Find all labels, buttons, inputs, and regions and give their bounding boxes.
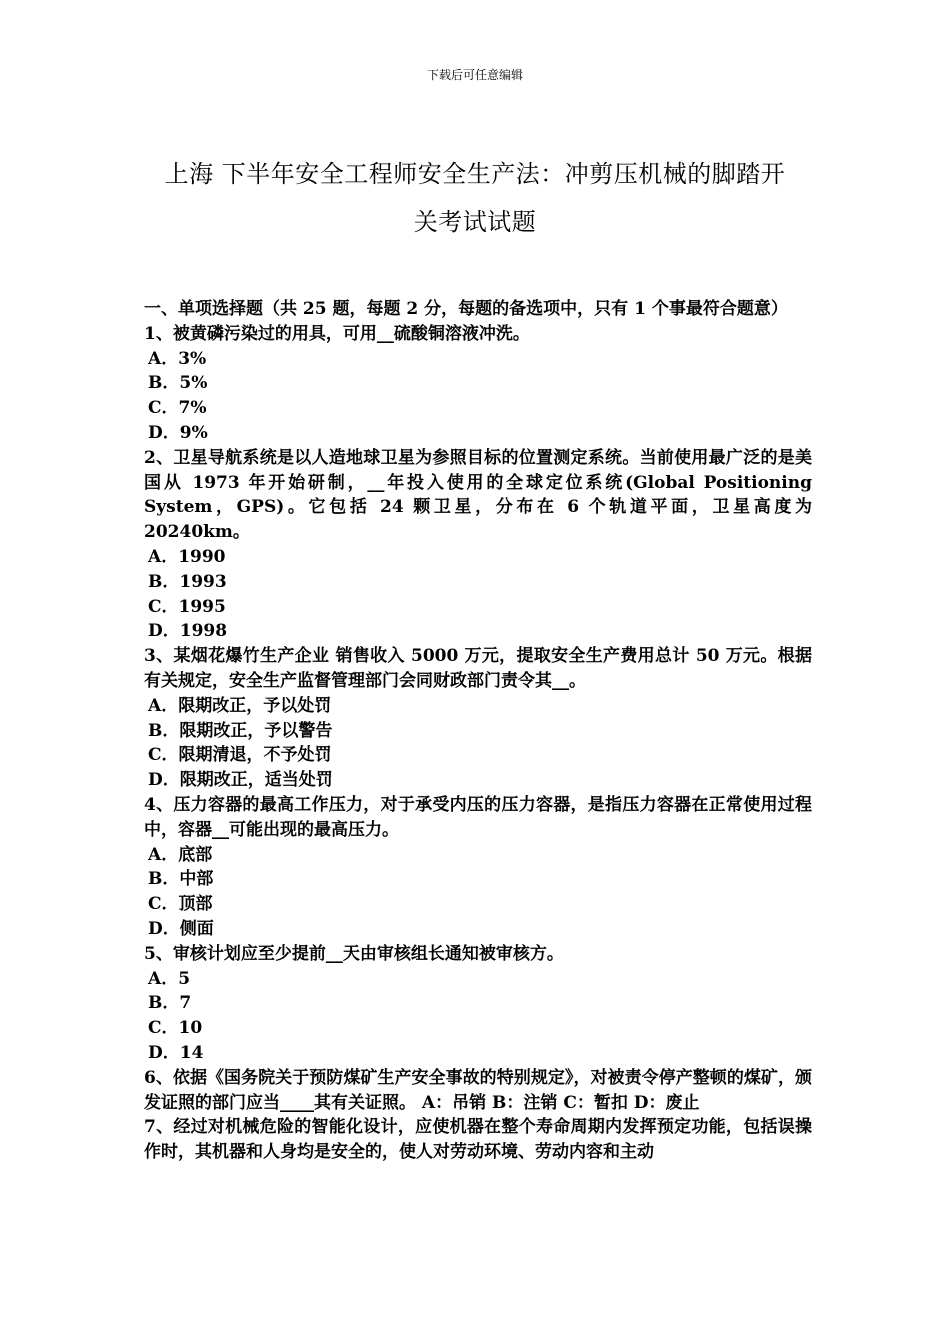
option-a: A．底部 <box>148 844 213 865</box>
option-d: D．1998 <box>148 621 228 642</box>
question-stem: 3、某烟花爆竹生产企业 销售收入 5000 万元，提取安全生产费用总计 50 万元。根据有关规定，安全生产监督管理部门会同财政部门责令其__。 <box>144 646 812 691</box>
option-b: B．中部 <box>148 869 214 890</box>
option-d: D．限期改正，适当处罚 <box>148 770 333 791</box>
option-a: A．5 <box>148 968 191 989</box>
option-c: C．顶部 <box>148 894 213 915</box>
option-b: B．1993 <box>148 571 227 592</box>
option-a: A．限期改正，予以处罚 <box>148 695 332 716</box>
question-1 <box>144 322 812 446</box>
title-line-2: 关考试试题 <box>413 208 537 236</box>
question-stem: 2、卫星导航系统是以人造地球卫星为参照目标的位置测定系统。当前使用最广泛的是美国从 1973 年开始研制，__年投入使用的全球定位系统(Global Positioning System，GPS)。它包括 24 颗卫星，分布在 6 个轨道平面，卫星高度为 20240km。 <box>144 447 812 543</box>
option-a: A．3% <box>148 348 207 369</box>
question-2 <box>144 446 812 644</box>
option-c: C．10 <box>148 1018 203 1039</box>
question-7 <box>144 1115 812 1165</box>
option-d: D．侧面 <box>148 918 214 939</box>
option-b: B．5% <box>148 373 208 394</box>
question-content <box>144 297 812 1165</box>
option-d: D．14 <box>148 1042 204 1063</box>
option-c: C．7% <box>148 398 207 419</box>
question-stem: 5、审核计划应至少提前__天由审核组长通知被审核方。 <box>144 943 564 964</box>
option-d: D．9% <box>148 422 208 443</box>
option-a: A．1990 <box>148 546 226 567</box>
question-stem: 1、被黄磷污染过的用具，可用__硫酸铜溶液冲洗。 <box>144 323 530 344</box>
option-c: C．1995 <box>148 596 226 617</box>
option-c: C．限期清退，不予处罚 <box>148 745 332 766</box>
question-4 <box>144 793 812 942</box>
question-5 <box>144 942 812 1066</box>
question-6 <box>144 1066 812 1116</box>
question-stem: 7、经过对机械危险的智能化设计，应使机器在整个寿命周期内发挥预定功能，包括误操作时，其机器和人身均是安全的，使人对劳动环境、劳动内容和主动 <box>144 1117 812 1163</box>
option-b: B．7 <box>148 993 192 1014</box>
title-line-1: 上海 下半年安全工程师安全生产法：冲剪压机械的脚踏开 <box>164 160 786 188</box>
question-stem: 4、压力容器的最高工作压力，对于承受内压的压力容器，是指压力容器在正常使用过程中，容器__可能出现的最高压力。 <box>144 794 812 840</box>
document-title <box>100 150 850 246</box>
header-note: 下载后可任意编辑 <box>426 68 523 82</box>
question-stem: 6、依据《国务院关于预防煤矿生产安全事故的特别规定》，对被责令停产整顿的煤矿，颁发证照的部门应当____其有关证照。 A：吊销 B：注销 C：暂扣 D：废止 <box>144 1067 812 1113</box>
option-b: B．限期改正，予以警告 <box>148 720 333 741</box>
section-heading: 一、单项选择题（共 25 题，每题 2 分，每题的备选项中，只有 1 个事最符合题意） <box>144 299 788 319</box>
question-3 <box>144 644 812 793</box>
